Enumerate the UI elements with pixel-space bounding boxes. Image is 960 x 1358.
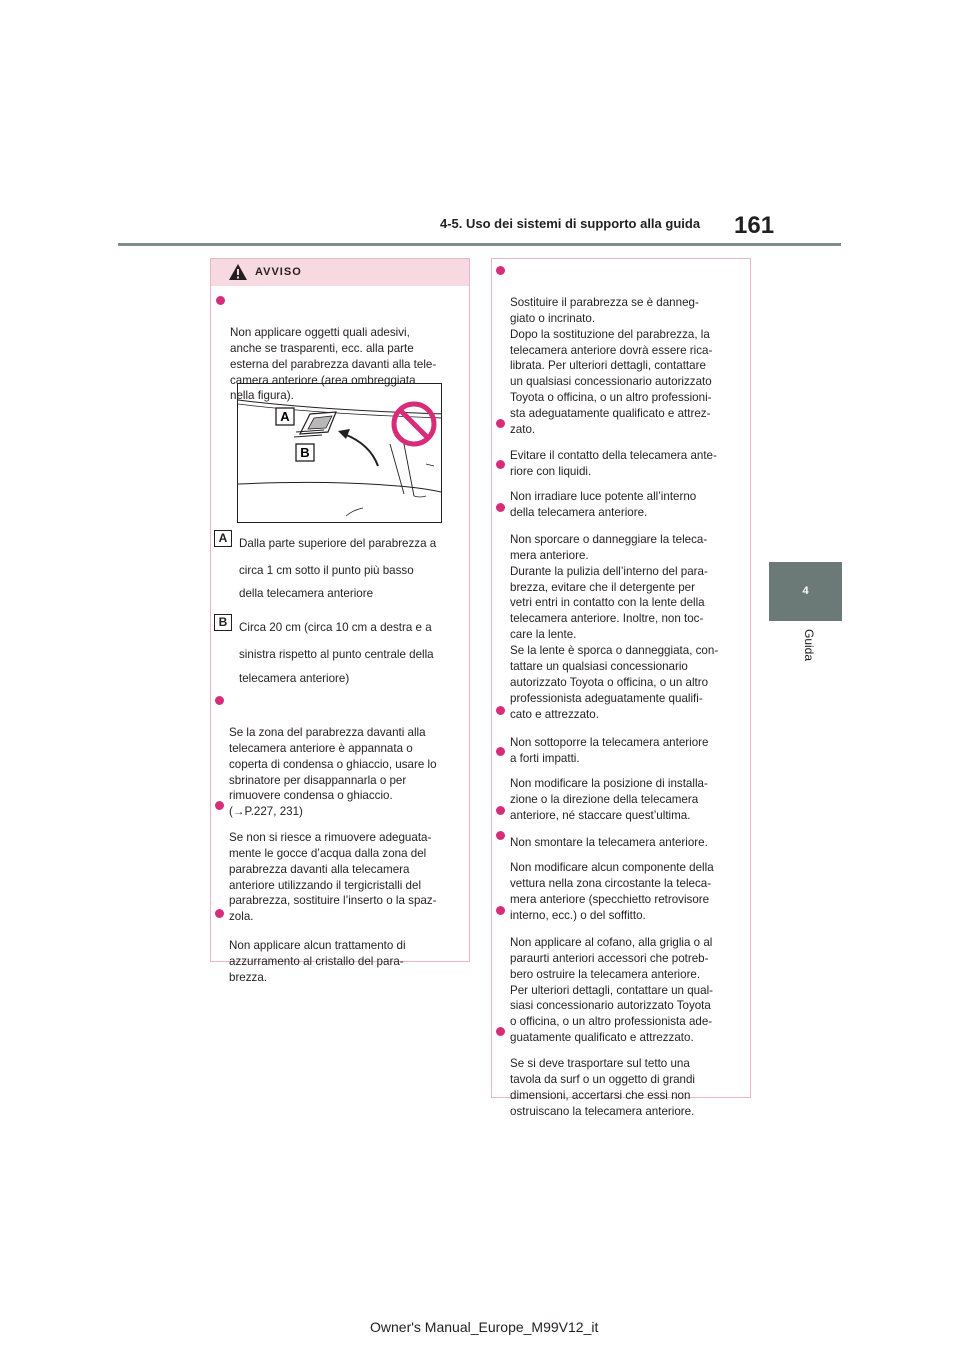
bullet-text: Non applicare al cofano, alla griglia o al paraurti anteriori accessori che potreb- bero ostruire la telecamera anteriore. Per ulteriori dettagli, contattare un qual- siasi concessionario autorizzato Toyota o officina, o un altro professionista ade- guatamente qualificato e attrezzato. bbox=[510, 935, 714, 1045]
caption-b-line: sinistra rispetto al punto centrale della bbox=[239, 648, 434, 661]
bullet-dot bbox=[496, 1027, 505, 1036]
caption-a-line: circa 1 cm sotto il punto più basso bbox=[239, 564, 414, 577]
caption-b-line: Circa 20 cm (circa 10 cm a destra e a bbox=[239, 621, 432, 634]
caption-letter-b: B bbox=[214, 614, 232, 631]
caption-letter-a: A bbox=[214, 530, 232, 547]
header-rule bbox=[118, 243, 841, 246]
caption-a-line: Dalla parte superiore del parabrezza a bbox=[239, 537, 437, 550]
warning-header bbox=[211, 259, 469, 286]
bullet-text: Se si deve trasportare sul tetto una tavola da surf o un oggetto di grandi dimensioni, accertarsi che essi non ostruiscano la telecamera anteriore. bbox=[510, 1056, 695, 1118]
bullet-text: Non irradiare luce potente all’interno della telecamera anteriore. bbox=[510, 489, 697, 519]
windshield-camera-figure bbox=[237, 383, 442, 523]
bullet-dot bbox=[215, 696, 224, 705]
bullet-dot bbox=[215, 801, 224, 810]
bullet-text: Se non si riesce a rimuovere adeguata- mente le gocce d’acqua dalla zona del parabrezza davanti alla telecamera anteriore utilizzando il tergicristalli del parabrezza, sostituire l’inserto o la spaz- zola. bbox=[229, 830, 437, 924]
bullet-dot bbox=[496, 503, 505, 512]
bullet-text: Non modificare alcun componente della vettura nella zona circostante la teleca- mera anteriore (specchietto retrovisore interno, ecc.) o del soffitto. bbox=[510, 860, 714, 922]
bullet-dot bbox=[496, 906, 505, 915]
footer-text: Owner's Manual_Europe_M99V12_it bbox=[370, 1319, 599, 1335]
warning-bullet bbox=[215, 906, 467, 1001]
warning-triangle-icon bbox=[228, 263, 248, 281]
chapter-label: Guida bbox=[802, 629, 816, 662]
bullet-dot bbox=[496, 831, 505, 840]
bullet-dot bbox=[216, 296, 225, 305]
bullet-dot bbox=[496, 747, 505, 756]
caption-b-line: telecamera anteriore) bbox=[239, 672, 350, 685]
windshield-illustration bbox=[238, 384, 441, 522]
bullet-text: Non smontare la telecamera anteriore. bbox=[510, 835, 708, 849]
figure-label-b: B bbox=[300, 445, 310, 460]
bullet-text: Non modificare la posizione di installa- zione o la direzione della telecamera anteriore, né staccare quest’ultima. bbox=[510, 776, 708, 822]
figure-label-a: A bbox=[280, 409, 290, 424]
bullet-text: Se la zona del parabrezza davanti alla telecamera anteriore è appannata o coperta di condensa o ghiaccio, usare lo sbrinatore per disappannarla o per rimuovere condensa o ghiaccio. (→P.227, 231) bbox=[229, 725, 437, 819]
bullet-dot bbox=[496, 460, 505, 469]
bullet-dot bbox=[496, 806, 505, 815]
bullet-text: Non sporcare o danneggiare la teleca- mera anteriore. Durante la pulizia dell’interno del para- brezza, evitare che il detergente per vetri entri in contatto con la lente della telecamera anteriore. Inoltre, non toc- care la lente. Se la lente è sporca o danneggiata, con- tattare un qualsiasi concessionario autorizzato Toyota o officina, o un altro professionista adeguatamente qualifi- cato e attrezzato. bbox=[510, 532, 719, 721]
bullet-text: Sostituire il parabrezza se è danneg- giato o incrinato. Dopo la sostituzione del parabrezza, la telecamera anteriore dovrà essere rica- librata. Per ulteriori dettagli, contattare un qualsiasi concessionario autorizzato Toyota o officina, o un altro professioni- sta adeguatamente qualificato e attrez- zato. bbox=[510, 295, 713, 437]
bullet-text: Non applicare oggetti quali adesivi, anche se trasparenti, ecc. alla parte esterna del parabrezza davanti alla tele- camera anteriore (area ombreggiata nella figura). bbox=[230, 325, 437, 403]
bullet-dot bbox=[496, 266, 505, 275]
bullet-text: Non applicare alcun trattamento di azzurramento al cristallo del para- brezza. bbox=[229, 938, 406, 984]
caption-a-line: della telecamera anteriore bbox=[239, 587, 374, 600]
section-title: 4-5. Uso dei sistemi di supporto alla guida bbox=[440, 216, 701, 231]
warning-bullet bbox=[496, 1024, 748, 1135]
bullet-dot bbox=[215, 909, 224, 918]
page-number: 161 bbox=[734, 212, 775, 239]
bullet-text: Evitare il contatto della telecamera ante- riore con liquidi. bbox=[510, 448, 717, 478]
bullet-dot bbox=[496, 419, 505, 428]
bullet-dot bbox=[496, 706, 505, 715]
bullet-text: Non sottoporre la telecamera anteriore a forti impatti. bbox=[510, 735, 709, 765]
chapter-tab: 4 bbox=[769, 562, 842, 621]
warning-title: AVVISO bbox=[255, 266, 302, 278]
